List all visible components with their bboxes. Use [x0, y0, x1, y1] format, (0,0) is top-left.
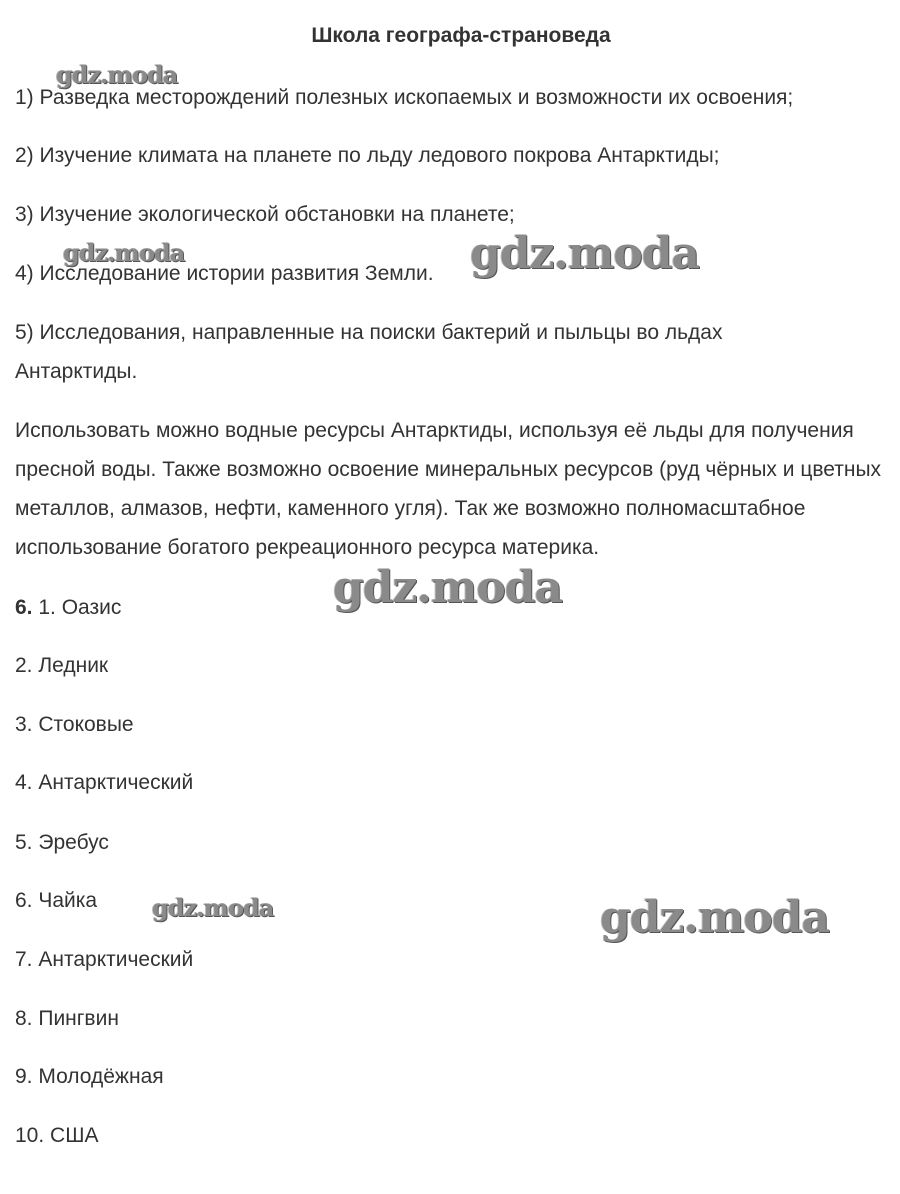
- resources-paragraph: Использовать можно водные ресурсы Антарктиды, используя её льды для получения пресной воды. Также возможно освоение минеральных ресурсов (руд чёрных и цветных металлов, алмазов, нефти, каменного угля). Так же возможно полномасштабное использование богатого рекреационного ресурса материка.: [15, 419, 882, 559]
- answer-item-6: 6. Чайка: [15, 889, 98, 912]
- answer-item-1-text: 1. Оазис: [38, 596, 122, 619]
- task-item-3: 3) Изучение экологической обстановки на планете;: [15, 203, 515, 226]
- watermark: gdz.moda: [600, 892, 830, 943]
- task-item-5: 5) Исследования, направленные на поиски бактерий и пыльцы во льдах Антарктиды.: [15, 321, 723, 383]
- answer-item-9: 9. Молодёжная: [15, 1065, 164, 1088]
- answer-item-5: 5. Эребус: [15, 831, 109, 854]
- page-title: Школа географа-страноведа: [311, 24, 611, 47]
- task-number: 6.: [15, 596, 33, 619]
- task-item-1: 1) Разведка месторождений полезных ископаемых и возможности их освоения;: [15, 86, 794, 109]
- answer-item-1: [15, 588, 121, 627]
- answer-item-4: 4. Антарктический: [15, 771, 194, 794]
- task-item-2: 2) Изучение климата на планете по льду ледового покрова Антарктиды;: [15, 144, 720, 167]
- answer-item-2: 2. Ледник: [15, 654, 109, 677]
- watermark: gdz.moda: [333, 562, 563, 613]
- watermark: gdz.moda: [152, 893, 274, 922]
- watermark: gdz.moda: [56, 60, 178, 89]
- watermark: gdz.moda: [470, 228, 700, 279]
- answer-item-8: 8. Пингвин: [15, 1007, 119, 1030]
- answer-item-7: 7. Антарктический: [15, 948, 194, 971]
- watermark: gdz.moda: [63, 238, 185, 267]
- answer-item-3: 3. Стоковые: [15, 713, 134, 736]
- task-item-4: 4) Исследование истории развития Земли.: [15, 262, 434, 285]
- answer-item-10: 10. США: [15, 1124, 99, 1147]
